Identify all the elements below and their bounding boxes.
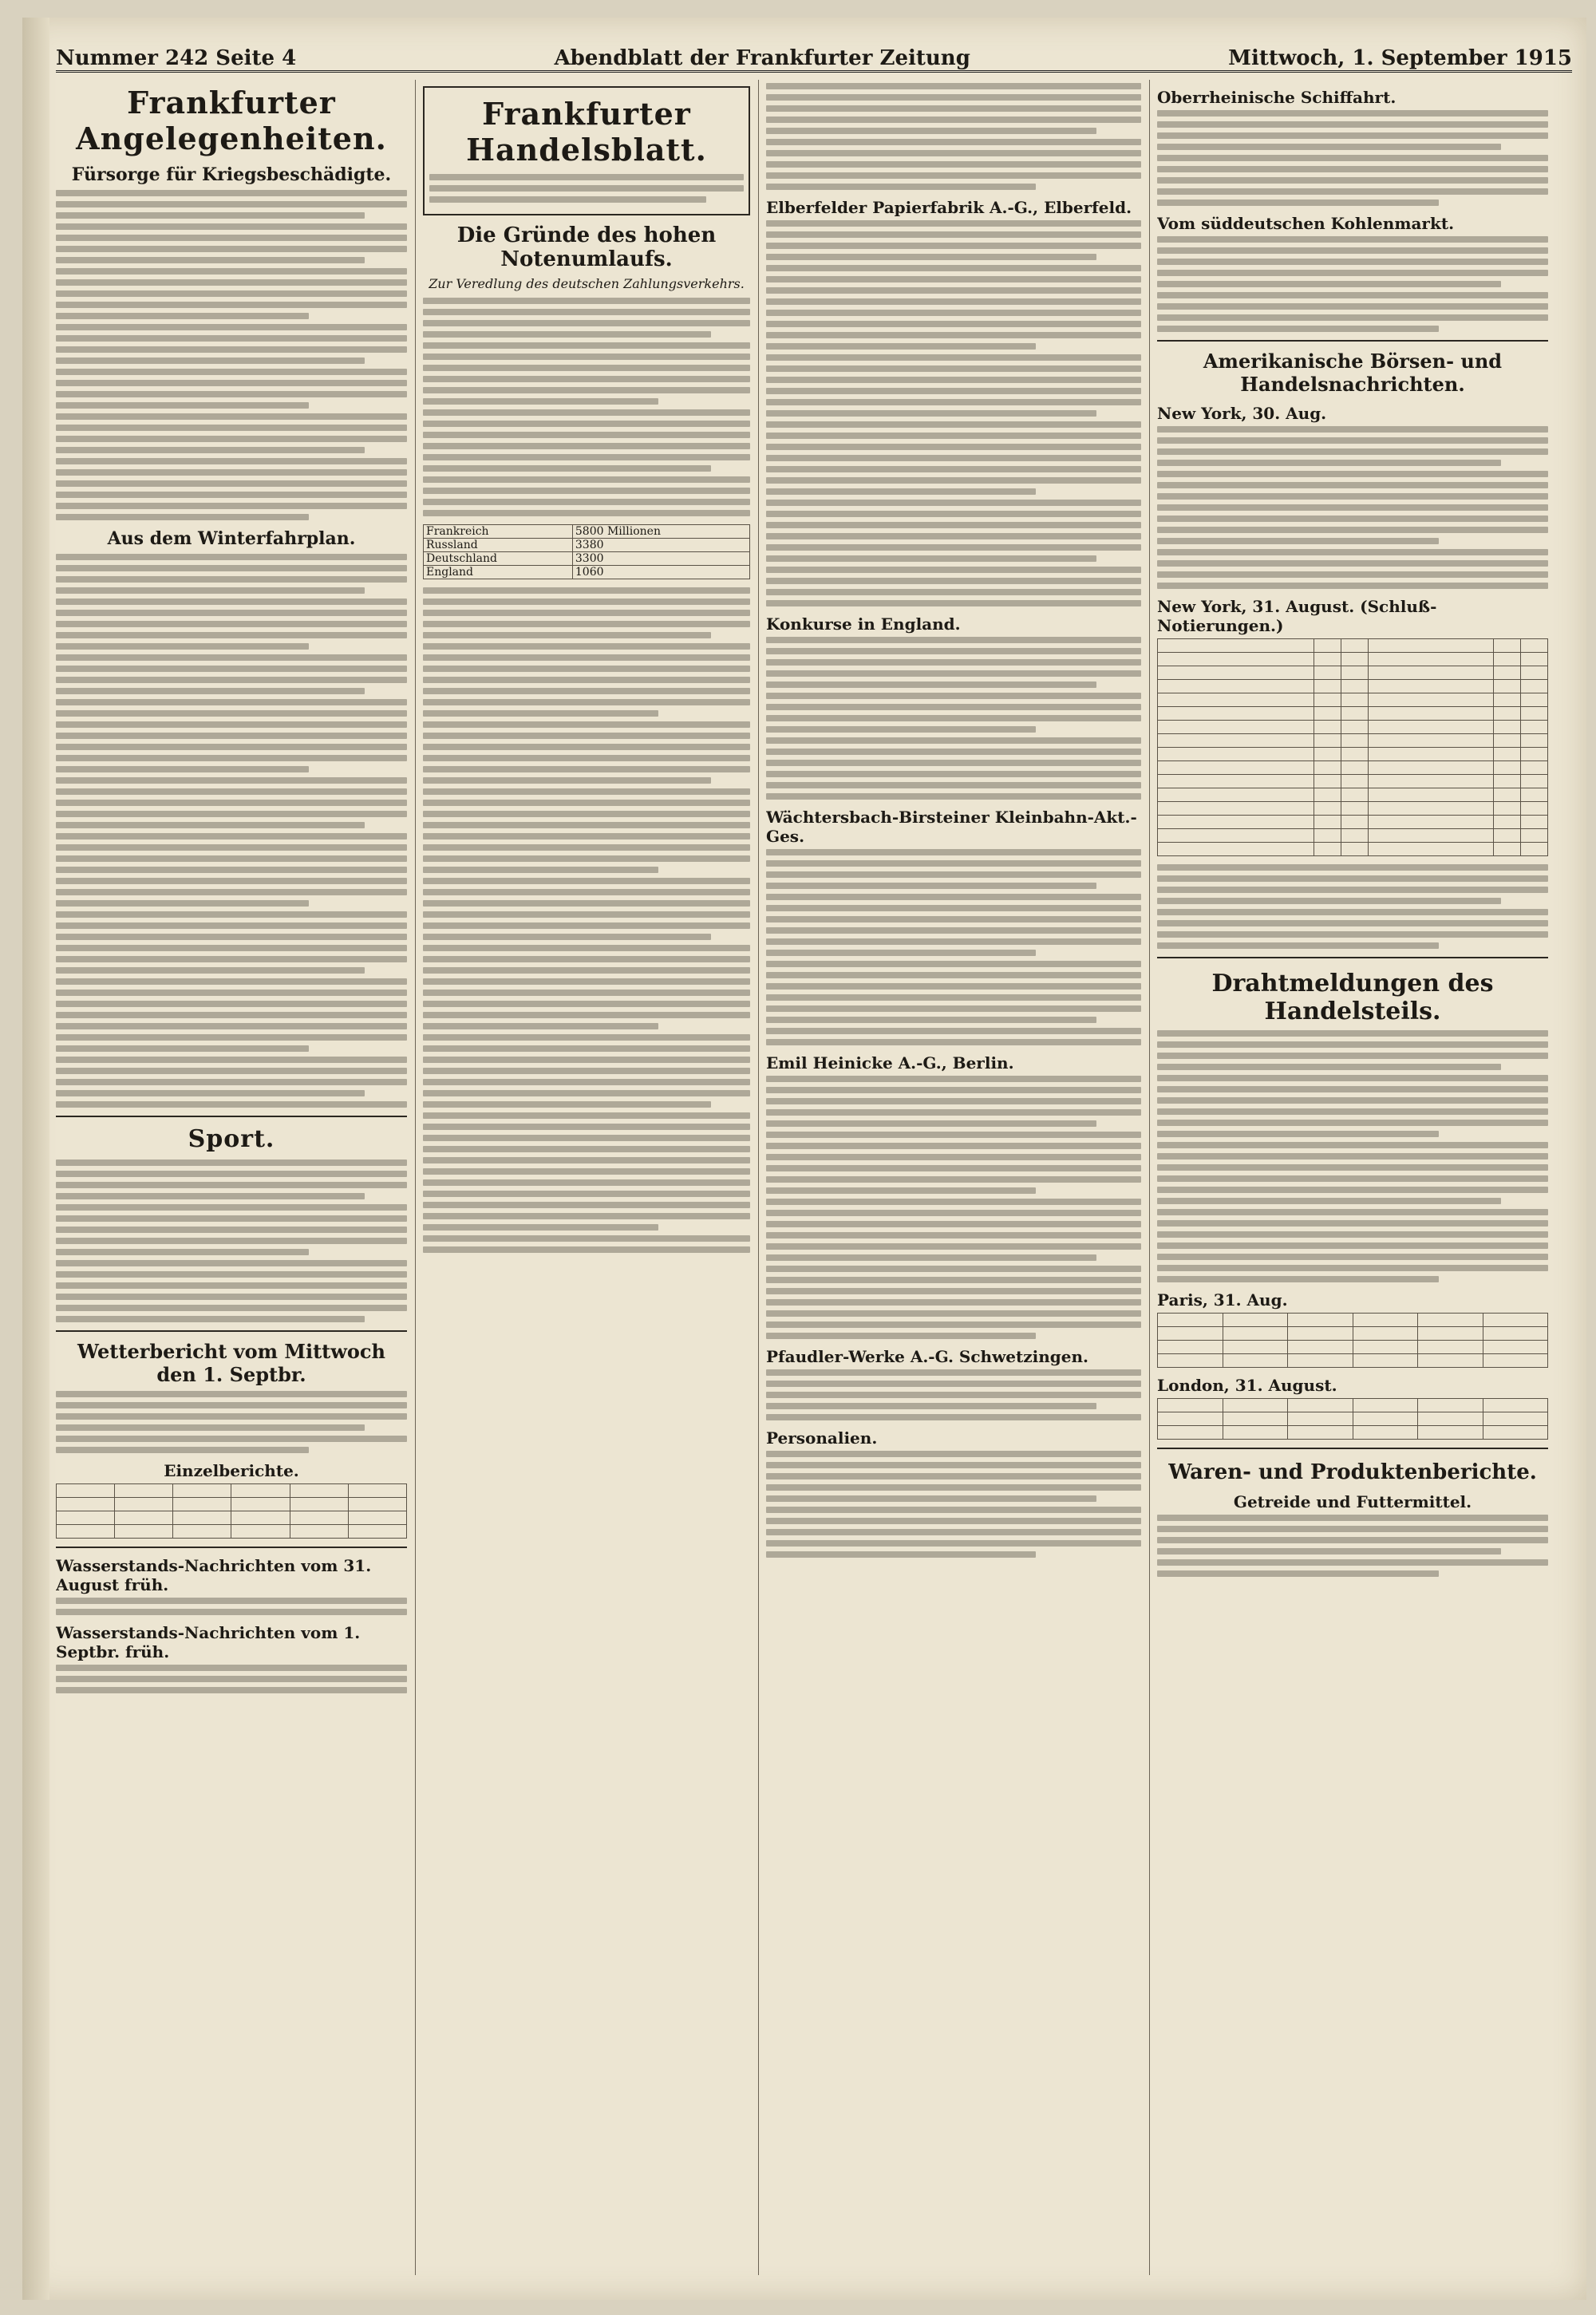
table-row: Deutschland 3300 [424,552,750,566]
section-title: Sport. [188,1125,275,1153]
table-row: Russland 3380 [424,539,750,552]
text-block [56,1391,407,1453]
text-block [423,298,750,516]
goods-subtitle: Getreide und Futtermittel. [1233,1492,1472,1511]
article-heading: Fürsorge für Kriegsbeschädigte. [71,164,392,185]
notes-table [423,524,750,579]
column-rule [1149,80,1150,2275]
text-block [766,849,1141,1045]
water-title: Wasserstands-Nachrichten vom 31. August früh. [56,1556,372,1594]
masthead [56,34,1572,73]
article-heading: Elberfelder Papierfabrik A.-G., Elberfeld. [766,198,1132,217]
ny-table-title: New York, 31. August. (Schluß-Notierungen.) [1157,597,1437,635]
section-title: Frankfurter Angelegenheiten. [76,85,387,156]
article-heading: Pfaudler-Werke A.-G. Schwetzingen. [766,1347,1088,1366]
telegram-title: Drahtmeldungen des Handelsteils. [1211,970,1494,1025]
section-title: Frankfurter Handelsblatt. [466,96,707,168]
article-heading: Oberrheinische Schiffahrt. [1157,88,1396,107]
london-title: London, 31. August. [1157,1376,1337,1395]
article-heading: Konkurse in England. [766,614,961,634]
table-row: Frankreich 5800 Millionen [424,525,750,539]
text-block [56,1665,407,1693]
column-company-news [766,80,1141,2275]
divider [1157,957,1548,958]
text-block [1157,110,1548,206]
weather-table-title: Einzelberichte. [164,1461,299,1480]
text-block [1157,864,1548,949]
column-markets [1157,80,1548,2275]
column-rule [758,80,759,2275]
divider [56,1547,407,1548]
text-block [1157,236,1548,332]
text-block [1157,426,1548,589]
article-heading: Wächtersbach-Birsteiner Kleinbahn-Akt.-Ges. [766,808,1137,846]
article-heading: New York, 30. Aug. [1157,404,1327,423]
page-fold [22,18,49,2300]
text-block [766,83,1141,190]
paris-title: Paris, 31. Aug. [1157,1290,1288,1310]
text-block [56,1598,407,1615]
handelsblatt-title-box [423,86,750,215]
ny-quotes-table [1157,638,1548,856]
column-handelsblatt [423,80,750,2275]
water-title-2: Wasserstands-Nachrichten vom 1. Septbr. früh. [56,1623,361,1661]
text-block [423,587,750,1253]
article-heading: Personalien. [766,1428,878,1448]
divider [1157,340,1548,342]
article-heading: Die Gründe des hohen Notenumlaufs. [456,223,717,271]
article-heading: Amerikanische Börsen- und Handelsnachrichten. [1203,350,1503,396]
text-block [766,1369,1141,1420]
masthead-center: Abendblatt der Frankfurter Zeitung [554,46,970,70]
text-block [56,190,407,520]
masthead-right: Mittwoch, 1. September 1915 [1228,46,1572,70]
goods-title: Waren- und Produktenberichte. [1168,1460,1537,1484]
text-block [766,220,1141,606]
divider [56,1116,407,1117]
london-table [1157,1398,1548,1440]
article-subheading: Zur Veredlung des deutschen Zahlungsverkehrs. [429,276,745,291]
weather-table [56,1483,407,1539]
paris-table [1157,1313,1548,1368]
table-row: England 1060 [424,566,750,579]
text-block [766,1076,1141,1339]
masthead-left: Nummer 242 Seite 4 [56,46,297,70]
text-block [1157,1030,1548,1282]
text-block [1157,1515,1548,1577]
divider [1157,1448,1548,1449]
article-heading: Emil Heinicke A.-G., Berlin. [766,1053,1014,1073]
text-block [56,1159,407,1322]
text-block [56,554,407,1108]
article-heading: Aus dem Winterfahrplan. [107,528,356,549]
divider [56,1330,407,1332]
article-heading: Vom süddeutschen Kohlenmarkt. [1157,214,1455,233]
text-block [766,1451,1141,1558]
text-block [766,637,1141,800]
column-rule [415,80,416,2275]
column-frankfurter-angelegenheiten [56,80,407,2275]
text-block [429,174,744,203]
weather-title: Wetterbericht vom Mittwoch den 1. Septbr. [77,1340,385,1386]
